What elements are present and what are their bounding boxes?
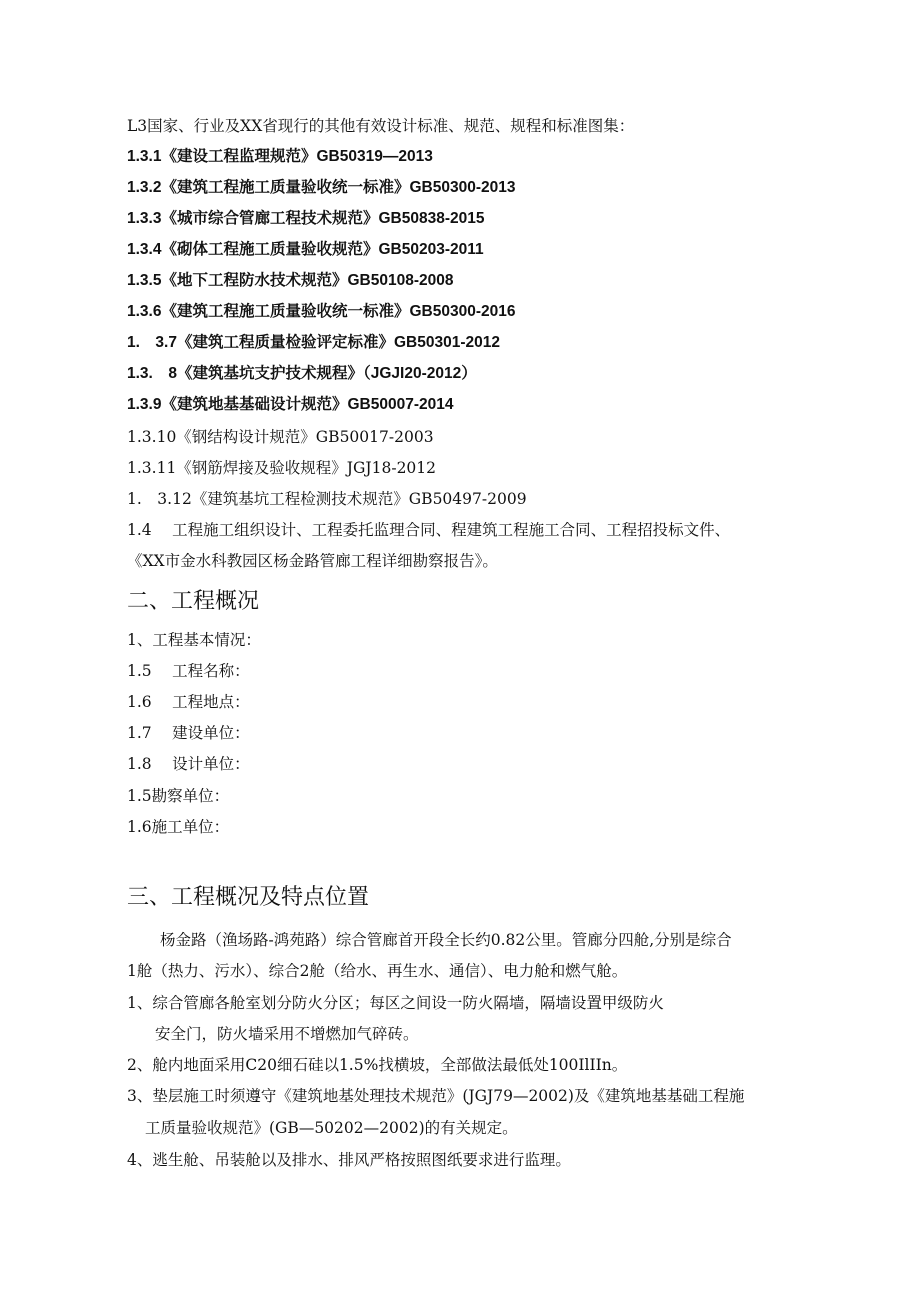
standard-item-1-4-cont: 《XX市金水科教园区杨金路管廊工程详细勘察报告》。: [127, 552, 498, 570]
point-3-line2: 工质量验收规范》(GB—50202—2002)的有关规定。: [145, 1119, 518, 1137]
info-row-contractor: 1.6施工单位：: [127, 818, 230, 836]
point-3-line1: 3、垫层施工时须遵守《建筑地基处理技术规范》(JGJ79—2002)及《建筑地基基础工程施: [127, 1087, 745, 1105]
standard-item: 1.3.4《砌体工程施工质量验收规范》GB50203-2011: [127, 241, 484, 258]
overview-paragraph-line2: 1舱（热力、污水）、综合2舱（给水、再生水、通信）、电力舱和燃气舱。: [127, 962, 628, 980]
standard-item: 1.3. 8《建筑基坑支护技术规程》（JGJI20-2012）: [127, 365, 477, 382]
standard-item: 1.3.2《建筑工程施工质量验收统一标准》GB50300-2013: [127, 179, 516, 196]
standard-item: 1.3.6《建筑工程施工质量验收统一标准》GB50300-2016: [127, 303, 516, 320]
section-heading-2: 二、工程概况: [127, 589, 260, 614]
standard-item: 1. 3.7《建筑工程质量检验评定标准》GB50301-2012: [127, 334, 500, 351]
standard-item: 1.3.3《城市综合管廊工程技术规范》GB50838-2015: [127, 210, 485, 227]
overview-paragraph-line1: 杨金路（渔场路-鸿苑路）综合管廊首开段全长约0.82公里。管廊分四舱,分别是综合: [160, 931, 732, 949]
section-heading-3: 三、工程概况及特点位置: [127, 885, 370, 910]
info-row-project-name: 1.5 工程名称：: [127, 662, 250, 680]
standard-item-1-4: 1.4 工程施工组织设计、工程委托监理合同、程建筑工程施工合同、工程招投标文件、: [127, 521, 731, 539]
point-1-line1: 1、综合管廊各舱室划分防火分区；每区之间设一防火隔墙，隔墙设置甲级防火: [127, 994, 664, 1012]
section2-sub: 1、工程基本情况：: [127, 631, 261, 649]
standard-item: 1.3.9《建筑地基基础设计规范》GB50007-2014: [127, 396, 454, 413]
standard-item: 1.3.5《地下工程防水技术规范》GB50108-2008: [127, 272, 454, 289]
standard-item: 1.3.1《建设工程监理规范》GB50319—2013: [127, 148, 433, 165]
standards-intro: L3国家、行业及XX省现行的其他有效设计标准、规范、规程和标准图集：: [127, 117, 635, 135]
point-4: 4、逃生舱、吊装舱以及排水、排风严格按照图纸要求进行监理。: [127, 1151, 571, 1169]
point-2: 2、舱内地面采用C20细石硅以1.5%找横坡，全部做法最低处100IlIIn。: [127, 1056, 628, 1074]
info-row-owner: 1.7 建设单位：: [127, 724, 250, 742]
standard-item: 1.3.10《钢结构设计规范》GB50017-2003: [127, 428, 434, 446]
info-row-project-location: 1.6 工程地点：: [127, 693, 250, 711]
info-row-designer: 1.8 设计单位：: [127, 755, 250, 773]
info-row-survey: 1.5勘察单位：: [127, 787, 230, 805]
standard-item: 1.3.11《钢筋焊接及验收规程》JGJ18-2012: [127, 459, 437, 477]
point-1-line2: 安全门，防火墙采用不增燃加气碎砖。: [155, 1025, 419, 1043]
standard-item: 1. 3.12《建筑基坑工程检测技术规范》GB50497-2009: [127, 490, 527, 508]
